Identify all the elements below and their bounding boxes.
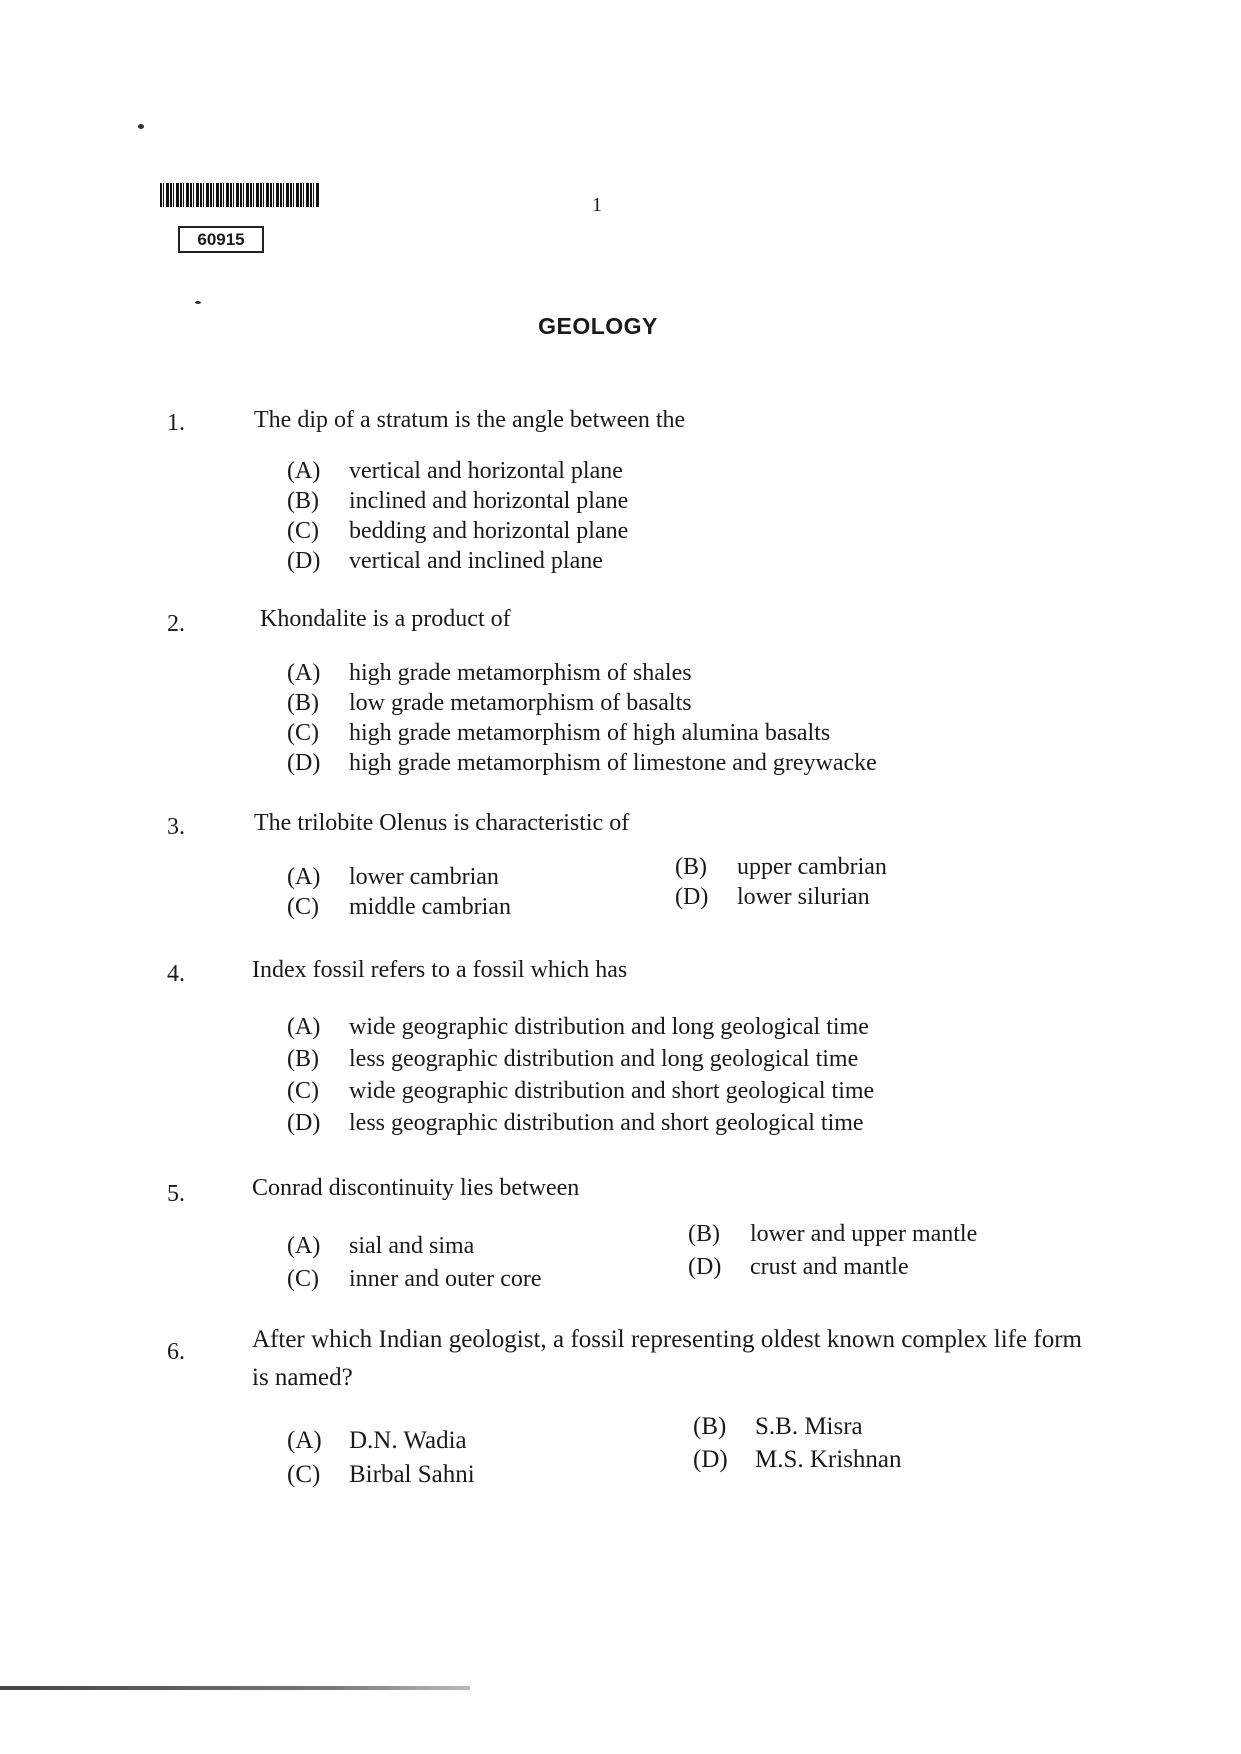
option-b — [287, 690, 692, 717]
option-d — [287, 1110, 864, 1137]
option-label: (B) — [675, 854, 707, 880]
option-b — [287, 488, 628, 515]
option-label: (C) — [287, 518, 319, 544]
option-a — [287, 458, 623, 485]
option-label: (C) — [287, 720, 319, 746]
question-number: 2. — [167, 611, 185, 637]
question-number: 5. — [167, 1181, 185, 1207]
option-a — [287, 1427, 467, 1455]
option-label: (D) — [287, 750, 321, 776]
option-b — [287, 1046, 858, 1073]
option-text: less geographic distribution and short geological time — [349, 1110, 864, 1136]
option-label: (B) — [287, 1046, 319, 1072]
option-text: inner and outer core — [349, 1266, 542, 1292]
option-d — [693, 1446, 902, 1474]
option-text: upper cambrian — [737, 854, 887, 880]
option-b — [693, 1413, 863, 1441]
option-label: (B) — [693, 1413, 727, 1440]
option-label: (A) — [287, 660, 321, 686]
scan-edge-line — [0, 1686, 470, 1690]
question-text: Khondalite is a product of — [260, 606, 511, 632]
option-c — [287, 1266, 542, 1293]
option-c — [287, 894, 511, 921]
option-label: (C) — [287, 1266, 319, 1292]
option-label: (B) — [688, 1221, 720, 1247]
option-label: (A) — [287, 1427, 322, 1454]
option-label: (C) — [287, 1078, 319, 1104]
option-label: (A) — [287, 458, 321, 484]
subject-title: GEOLOGY — [538, 313, 658, 339]
option-text: crust and mantle — [750, 1254, 909, 1280]
option-text: middle cambrian — [349, 894, 511, 920]
question-text: Index fossil refers to a fossil which has — [252, 957, 628, 983]
option-label: (D) — [675, 884, 709, 910]
option-text: low grade metamorphism of basalts — [349, 690, 692, 716]
question-number: 3. — [167, 814, 185, 840]
option-label: (C) — [287, 1461, 321, 1488]
option-a — [287, 660, 692, 687]
option-text: M.S. Krishnan — [755, 1446, 902, 1473]
option-text: inclined and horizontal plane — [349, 488, 629, 514]
option-label: (D) — [688, 1254, 722, 1280]
option-a — [287, 1233, 474, 1260]
option-text: less geographic distribution and long geological time — [349, 1046, 859, 1072]
question-text: Conrad discontinuity lies between — [252, 1175, 580, 1201]
option-d — [688, 1254, 909, 1281]
option-d — [675, 884, 870, 911]
scan-speck — [195, 301, 201, 304]
question-text: The trilobite Olenus is characteristic of — [254, 810, 630, 836]
option-c — [287, 720, 830, 747]
question-number: 1. — [167, 410, 185, 436]
option-d — [287, 750, 877, 777]
option-label: (B) — [287, 690, 319, 716]
option-d — [287, 548, 603, 575]
scan-speck — [138, 124, 144, 129]
option-b — [675, 854, 887, 881]
option-label: (D) — [693, 1446, 728, 1473]
option-text: vertical and horizontal plane — [349, 458, 623, 484]
option-label: (D) — [287, 1110, 321, 1136]
option-label: (C) — [287, 894, 319, 920]
question-text: After which Indian geologist, a fossil representing oldest known complex life form is named? — [252, 1326, 1082, 1391]
option-a — [287, 1014, 869, 1041]
option-text: high grade metamorphism of limestone and greywacke — [349, 750, 877, 776]
question-text: The dip of a stratum is the angle between the — [254, 407, 686, 433]
option-label: (A) — [287, 1233, 321, 1259]
option-a — [287, 864, 499, 891]
option-text: Birbal Sahni — [349, 1461, 475, 1488]
option-label: (A) — [287, 1014, 321, 1040]
option-text: wide geographic distribution and short geological time — [349, 1078, 875, 1104]
option-label: (B) — [287, 488, 319, 514]
option-b — [688, 1221, 977, 1248]
option-c — [287, 518, 628, 545]
option-text: vertical and inclined plane — [349, 548, 603, 574]
option-text: lower silurian — [737, 884, 870, 910]
option-c — [287, 1461, 475, 1489]
option-text: lower and upper mantle — [750, 1221, 978, 1247]
barcode — [160, 183, 320, 207]
question-number: 4. — [167, 961, 185, 987]
option-label: (D) — [287, 548, 321, 574]
page-number: 1 — [592, 194, 602, 216]
option-text: sial and sima — [349, 1233, 475, 1259]
option-text: D.N. Wadia — [349, 1427, 467, 1454]
paper-code: 60915 — [178, 226, 264, 253]
option-text: wide geographic distribution and long geological time — [349, 1014, 869, 1040]
option-text: high grade metamorphism of shales — [349, 660, 692, 686]
option-text: S.B. Misra — [755, 1413, 863, 1440]
option-text: high grade metamorphism of high alumina basalts — [349, 720, 831, 746]
question-number: 6. — [167, 1339, 185, 1365]
option-label: (A) — [287, 864, 321, 890]
option-text: lower cambrian — [349, 864, 499, 890]
option-c — [287, 1078, 874, 1105]
option-text: bedding and horizontal plane — [349, 518, 629, 544]
